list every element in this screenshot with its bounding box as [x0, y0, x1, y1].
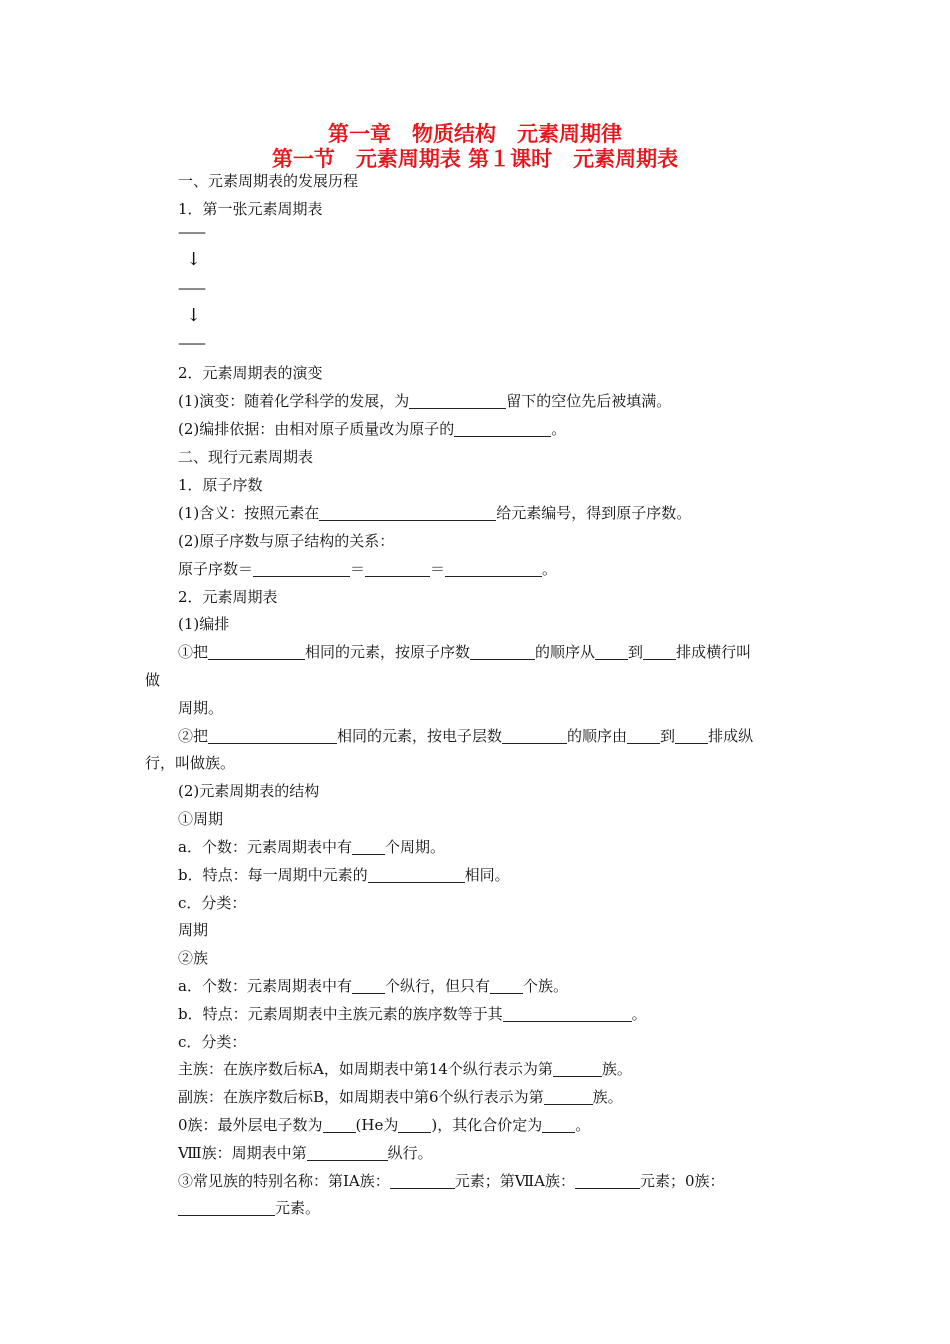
- item-1-2-1: [178, 390, 671, 412]
- text: 。: [542, 560, 558, 578]
- rule-2-wrap: 行，叫做族。: [145, 754, 236, 772]
- text: 相同的元素，按电子层数: [337, 727, 503, 745]
- down-arrow-icon-2: ↓: [186, 305, 202, 326]
- period-heading: ①周期: [178, 810, 224, 828]
- item-2-2-1: (1)编排: [178, 615, 230, 633]
- period-classification: c．分类：: [178, 894, 247, 912]
- rule-1-wrap: 做: [145, 671, 161, 689]
- item-1-2: 2．元素周期表的演变: [178, 364, 323, 382]
- rule-1-end: 周期。: [178, 699, 224, 717]
- item-1-2-2: [178, 418, 566, 440]
- text: 主族：在族序数后标A，如周期表中第14个纵行表示为第: [178, 1060, 553, 1078]
- answer-blank[interactable]: [365, 561, 430, 577]
- text: a．个数：元素周期表中有: [178, 977, 352, 995]
- dash-line-3: ——: [178, 334, 204, 352]
- text: 相同。: [464, 866, 510, 884]
- rule-2: [178, 725, 753, 747]
- answer-blank[interactable]: [595, 644, 628, 660]
- period-count: [178, 836, 445, 858]
- text: 排成横行叫: [676, 643, 752, 661]
- answer-blank[interactable]: [445, 561, 542, 577]
- text: (2)编排依据：由相对原子质量改为原子的: [178, 420, 455, 438]
- item-2-1: 1．原子序数: [178, 476, 263, 494]
- text: 元素；0族：: [639, 1172, 725, 1190]
- text: 相同的元素，按原子序数: [305, 643, 471, 661]
- text: 个周期。: [384, 838, 445, 856]
- text: ①把: [178, 643, 209, 661]
- text: ＝: [430, 560, 446, 578]
- dash-line-1: ——: [178, 223, 204, 241]
- text: 族。: [592, 1088, 623, 1106]
- answer-blank[interactable]: [575, 1173, 640, 1189]
- answer-blank[interactable]: [490, 978, 523, 994]
- text: 到: [660, 727, 676, 745]
- period-feature: [178, 864, 510, 886]
- chapter-title: 第一章 物质结构 元素周期律: [328, 121, 622, 146]
- text: ＝: [350, 560, 366, 578]
- section-title: 第一节 元素周期表 第１课时 元素周期表: [271, 146, 679, 171]
- heading-1: 一、元素周期表的发展历程: [178, 172, 359, 190]
- zero-group: [178, 1114, 590, 1136]
- sub-group: [178, 1086, 623, 1108]
- group-feature: [178, 1003, 647, 1025]
- group-count: [178, 975, 568, 997]
- text: b．特点：元素周期表中主族元素的族序数等于其: [178, 1005, 503, 1023]
- text: 。: [631, 1005, 647, 1023]
- rule-1: [178, 641, 751, 663]
- text: 元素。: [275, 1199, 321, 1217]
- period-label: 周期: [178, 921, 209, 939]
- text: 副族：在族序数后标B，如周期表中第6个纵行表示为第: [178, 1088, 544, 1106]
- text: 个族。: [522, 977, 568, 995]
- text: 原子序数＝: [178, 560, 254, 578]
- text: 排成纵: [708, 727, 754, 745]
- answer-blank[interactable]: [368, 867, 465, 883]
- answer-blank[interactable]: [178, 1200, 275, 1216]
- answer-blank[interactable]: [470, 644, 535, 660]
- item-2-1-1: [178, 502, 691, 524]
- answer-blank[interactable]: [502, 728, 567, 744]
- text: 到: [628, 643, 644, 661]
- text: 族。: [601, 1060, 632, 1078]
- answer-blank[interactable]: [454, 421, 551, 437]
- answer-blank[interactable]: [208, 728, 337, 744]
- answer-blank[interactable]: [208, 644, 305, 660]
- item-2-1-2: (2)原子序数与原子结构的关系：: [178, 532, 395, 550]
- heading-2: 二、现行元素周期表: [178, 448, 314, 466]
- dash-line-2: ——: [178, 279, 204, 297]
- answer-blank[interactable]: [675, 728, 708, 744]
- atomic-number-relation: [178, 558, 557, 580]
- text: 0族：最外层电子数为: [178, 1116, 323, 1134]
- group-viii: [178, 1142, 433, 1164]
- answer-blank[interactable]: [253, 561, 350, 577]
- text: ③常见族的特别名称：第ⅠA族：: [178, 1172, 390, 1190]
- item-2-2: 2．元素周期表: [178, 588, 278, 606]
- text: b．特点：每一周期中元素的: [178, 866, 368, 884]
- text: 的顺序从: [535, 643, 596, 661]
- group-classification: c．分类：: [178, 1033, 247, 1051]
- text: 。: [551, 420, 567, 438]
- item-1-1: 1．第一张元素周期表: [178, 200, 323, 218]
- text: (He为: [355, 1116, 399, 1134]
- answer-blank[interactable]: [553, 1061, 602, 1077]
- main-group: [178, 1058, 632, 1080]
- answer-blank[interactable]: [542, 1117, 575, 1133]
- text: ②把: [178, 727, 209, 745]
- down-arrow-icon-1: ↓: [186, 249, 202, 270]
- answer-blank[interactable]: [544, 1089, 593, 1105]
- text: )，其化合价定为: [431, 1116, 543, 1134]
- text: 纵行。: [387, 1144, 433, 1162]
- text: 个纵行，但只有: [384, 977, 490, 995]
- answer-blank[interactable]: [352, 978, 385, 994]
- text: 留下的空位先后被填满。: [506, 392, 672, 410]
- text: 。: [575, 1116, 591, 1134]
- special-names-wrap: [178, 1197, 320, 1219]
- answer-blank[interactable]: [398, 1117, 431, 1133]
- text: 的顺序由: [567, 727, 628, 745]
- answer-blank[interactable]: [352, 839, 385, 855]
- group-heading: ②族: [178, 949, 209, 967]
- answer-blank[interactable]: [643, 644, 676, 660]
- text: 给元素编号，得到原子序数。: [496, 504, 692, 522]
- answer-blank[interactable]: [323, 1117, 356, 1133]
- text: Ⅷ族：周期表中第: [178, 1144, 307, 1162]
- answer-blank[interactable]: [409, 393, 506, 409]
- answer-blank[interactable]: [627, 728, 660, 744]
- answer-blank[interactable]: [390, 1173, 455, 1189]
- text: (1)含义：按照元素在: [178, 504, 320, 522]
- answer-blank[interactable]: [503, 1006, 632, 1022]
- text: (1)演变：随着化学科学的发展，为: [178, 392, 410, 410]
- answer-blank[interactable]: [319, 505, 496, 521]
- special-names: [178, 1170, 725, 1192]
- text: a．个数：元素周期表中有: [178, 838, 352, 856]
- text: 元素；第ⅦA族：: [454, 1172, 575, 1190]
- item-2-2-2: (2)元素周期表的结构: [178, 782, 320, 800]
- answer-blank[interactable]: [307, 1145, 388, 1161]
